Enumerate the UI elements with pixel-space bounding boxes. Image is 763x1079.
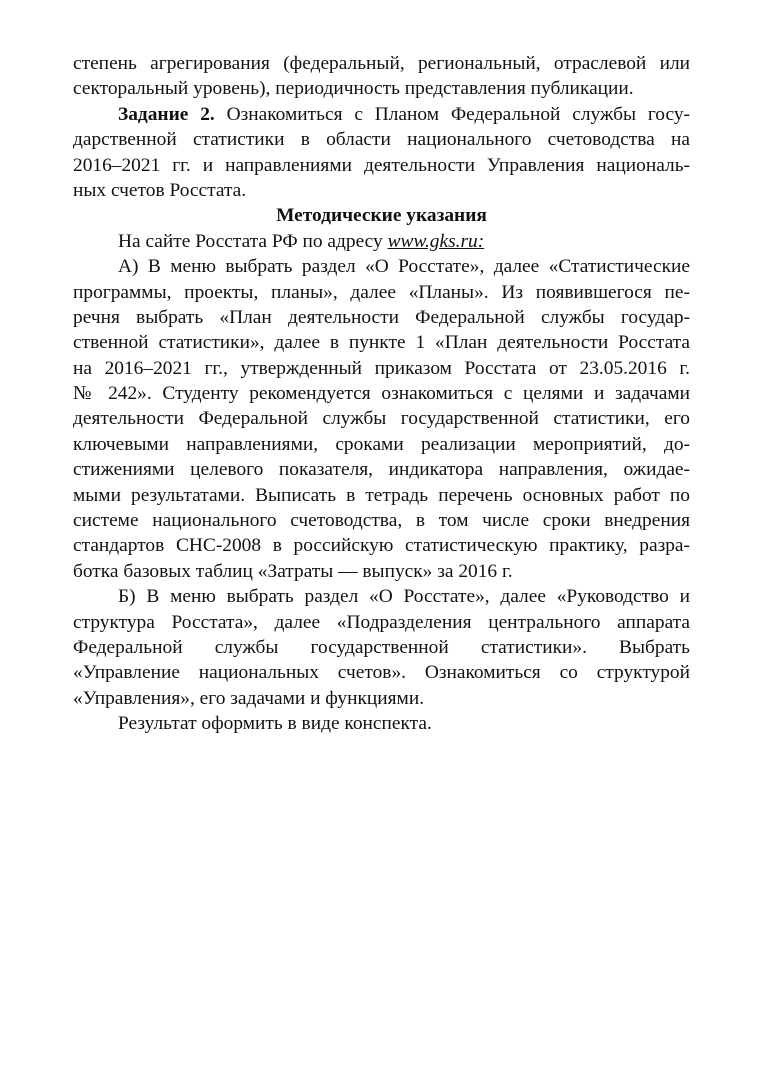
item-b-line-1: Б) В меню выбрать раздел «О Росстате», далее «Руководство и — [118, 586, 690, 608]
item-a-line-12: стандартов СНС-2008 в российскую статистическую практику, разра- — [73, 535, 690, 557]
item-b-line-2: структура Росстата», далее «Подразделения центрального аппарата — [73, 611, 690, 633]
item-b-line-4: «Управление национальных счетов». Ознакомиться со структурой — [73, 662, 690, 684]
item-a-line-6: № 242». Студенту рекомендуется ознакомиться с целями и задачами — [73, 383, 690, 405]
item-a-line-13: ботка базовых таблиц «Затраты — выпуск» за 2016 г. — [73, 560, 513, 582]
item-b-line-5: «Управления», его задачами и функциями. — [73, 687, 425, 709]
intro-line-2: секторальный уровень), периодичность представления публикации. — [73, 78, 634, 100]
task2-first-line — [73, 102, 690, 127]
item-a-line-9: стижениями целевого показателя, индикатора направления, ожидае- — [73, 459, 690, 481]
item-b-line-3: Федеральной службы государственной статистики». Выбрать — [73, 636, 690, 658]
task2-label: Задание 2. — [118, 103, 215, 125]
site-url-link[interactable]: www.gks.ru — [387, 230, 478, 252]
item-a-line-7: деятельности Федеральной службы государственной статистики, его — [73, 408, 690, 430]
task2-line-4: ных счетов Росстата. — [73, 179, 247, 201]
site-url-colon: : — [477, 230, 485, 252]
site-line — [73, 229, 690, 254]
document-text — [73, 51, 690, 737]
item-a-line-2: программы, проекты, планы», далее «Планы». Из появившегося пе- — [73, 281, 690, 303]
task2-first-line-text: Ознакомиться с Планом Федеральной службы госу- — [226, 103, 690, 125]
item-a-line-8: ключевыми направлениями, сроками реализации мероприятий, до- — [73, 433, 690, 455]
result-line: Результат оформить в виде конспекта. — [118, 713, 432, 735]
item-a-line-11: системе национального счетоводства, в том числе сроки внедрения — [73, 510, 690, 532]
task2-line-2: дарственной статистики в области национального счетоводства на — [73, 129, 690, 151]
item-a-line-10: мыми результатами. Выписать в тетрадь перечень основных работ по — [73, 484, 690, 506]
item-a-line-5: на 2016–2021 гг., утвержденный приказом Росстата от 23.05.2016 г. — [73, 357, 690, 379]
item-a-line-3: речня выбрать «План деятельности Федеральной службы государ- — [73, 306, 690, 328]
item-a-line-1: А) В меню выбрать раздел «О Росстате», далее «Статистические — [118, 256, 690, 278]
item-a-line-4: ственной статистики», далее в пункте 1 «План деятельности Росстата — [73, 332, 690, 354]
guidelines-heading: Методические указания — [276, 205, 487, 227]
intro-line-1: степень агрегирования (федеральный, региональный, отраслевой или — [73, 53, 690, 74]
site-intro-text: На сайте Росстата РФ по адресу — [118, 230, 388, 252]
task2-line-3: 2016–2021 гг. и направлениями деятельности Управления националь- — [73, 154, 690, 176]
